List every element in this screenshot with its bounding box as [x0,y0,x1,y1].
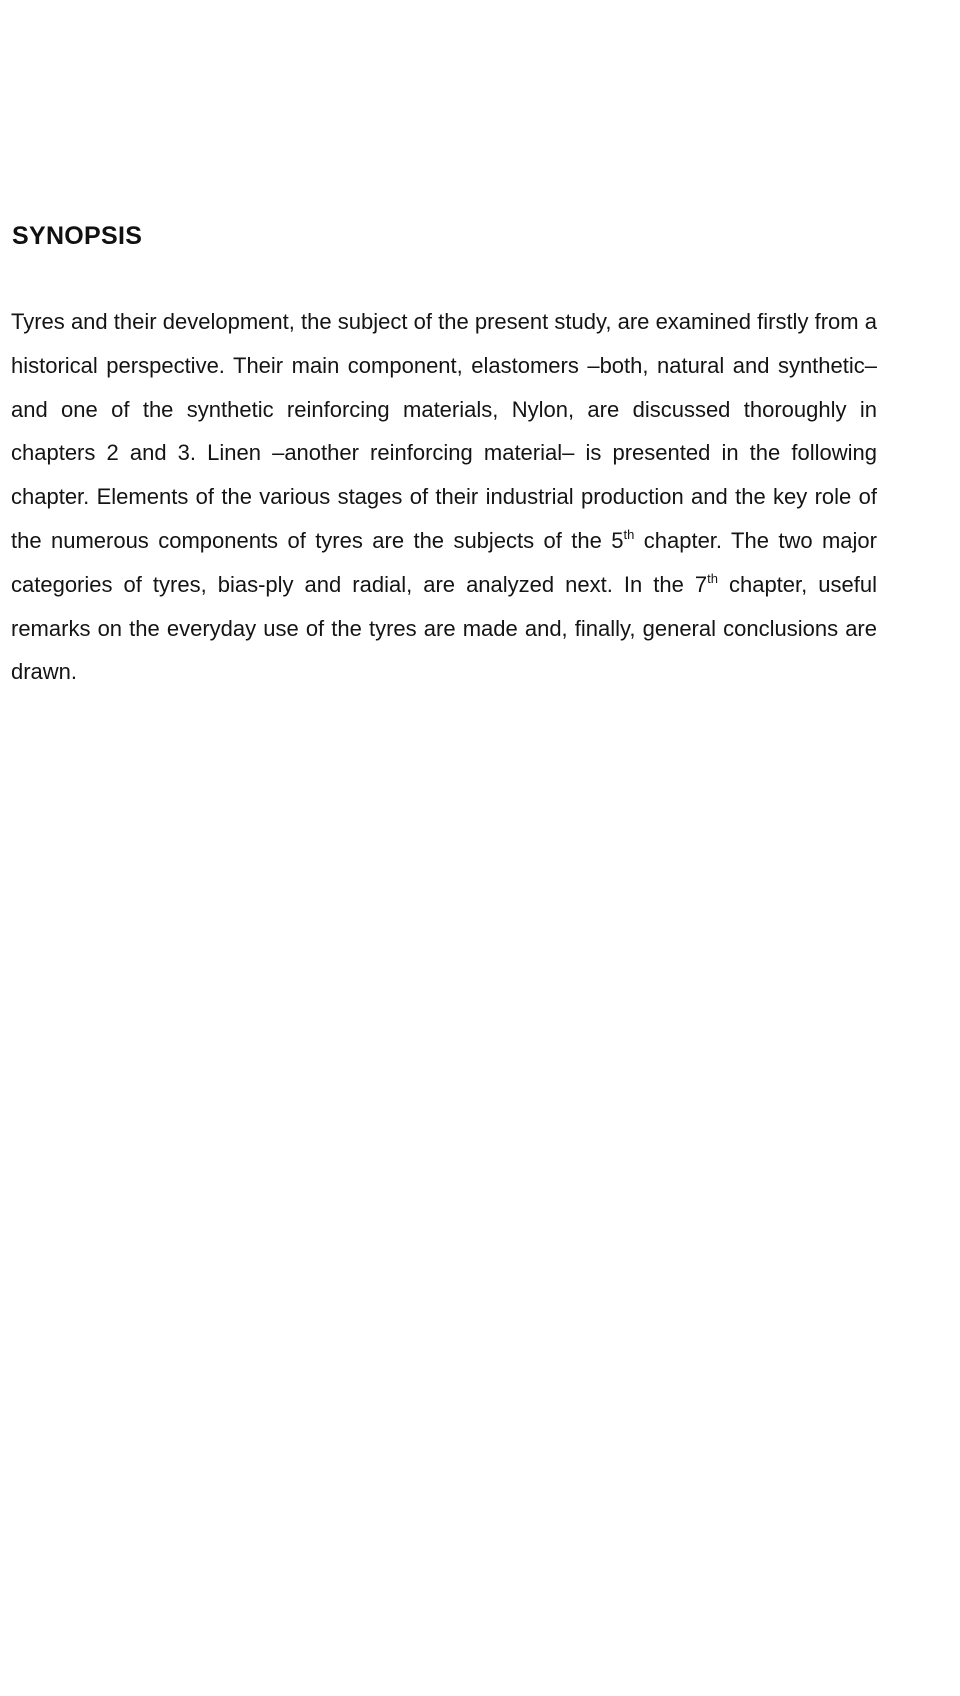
paragraph-text-part-2: chapter. The two major categories of tyres, bias-ply and radial, are analyzed next. In the 7 [11,527,877,597]
ordinal-suffix-2: th [707,570,718,586]
paragraph-text-part-3: chapter, useful remarks on the everyday use of the tyres are made and, finally, general conclusions are drawn. [11,571,877,685]
synopsis-paragraph [11,300,877,694]
ordinal-suffix-1: th [623,526,635,542]
section-heading: SYNOPSIS [12,222,143,250]
paragraph-text-part-1: Tyres and their development, the subject of the present study, are examined firstly from a historical perspective. Their main component, elastomers –both, natural and synthetic– and one of the synthetic reinforcing materials, Nylon, are discussed thoroughly in chapters 2 and 3. Linen –another reinforcing material– is presented in the following chapter. Elements of the various stages of their industrial production and the key role of the numerous components of tyres are the subjects of the 5 [11,309,877,553]
